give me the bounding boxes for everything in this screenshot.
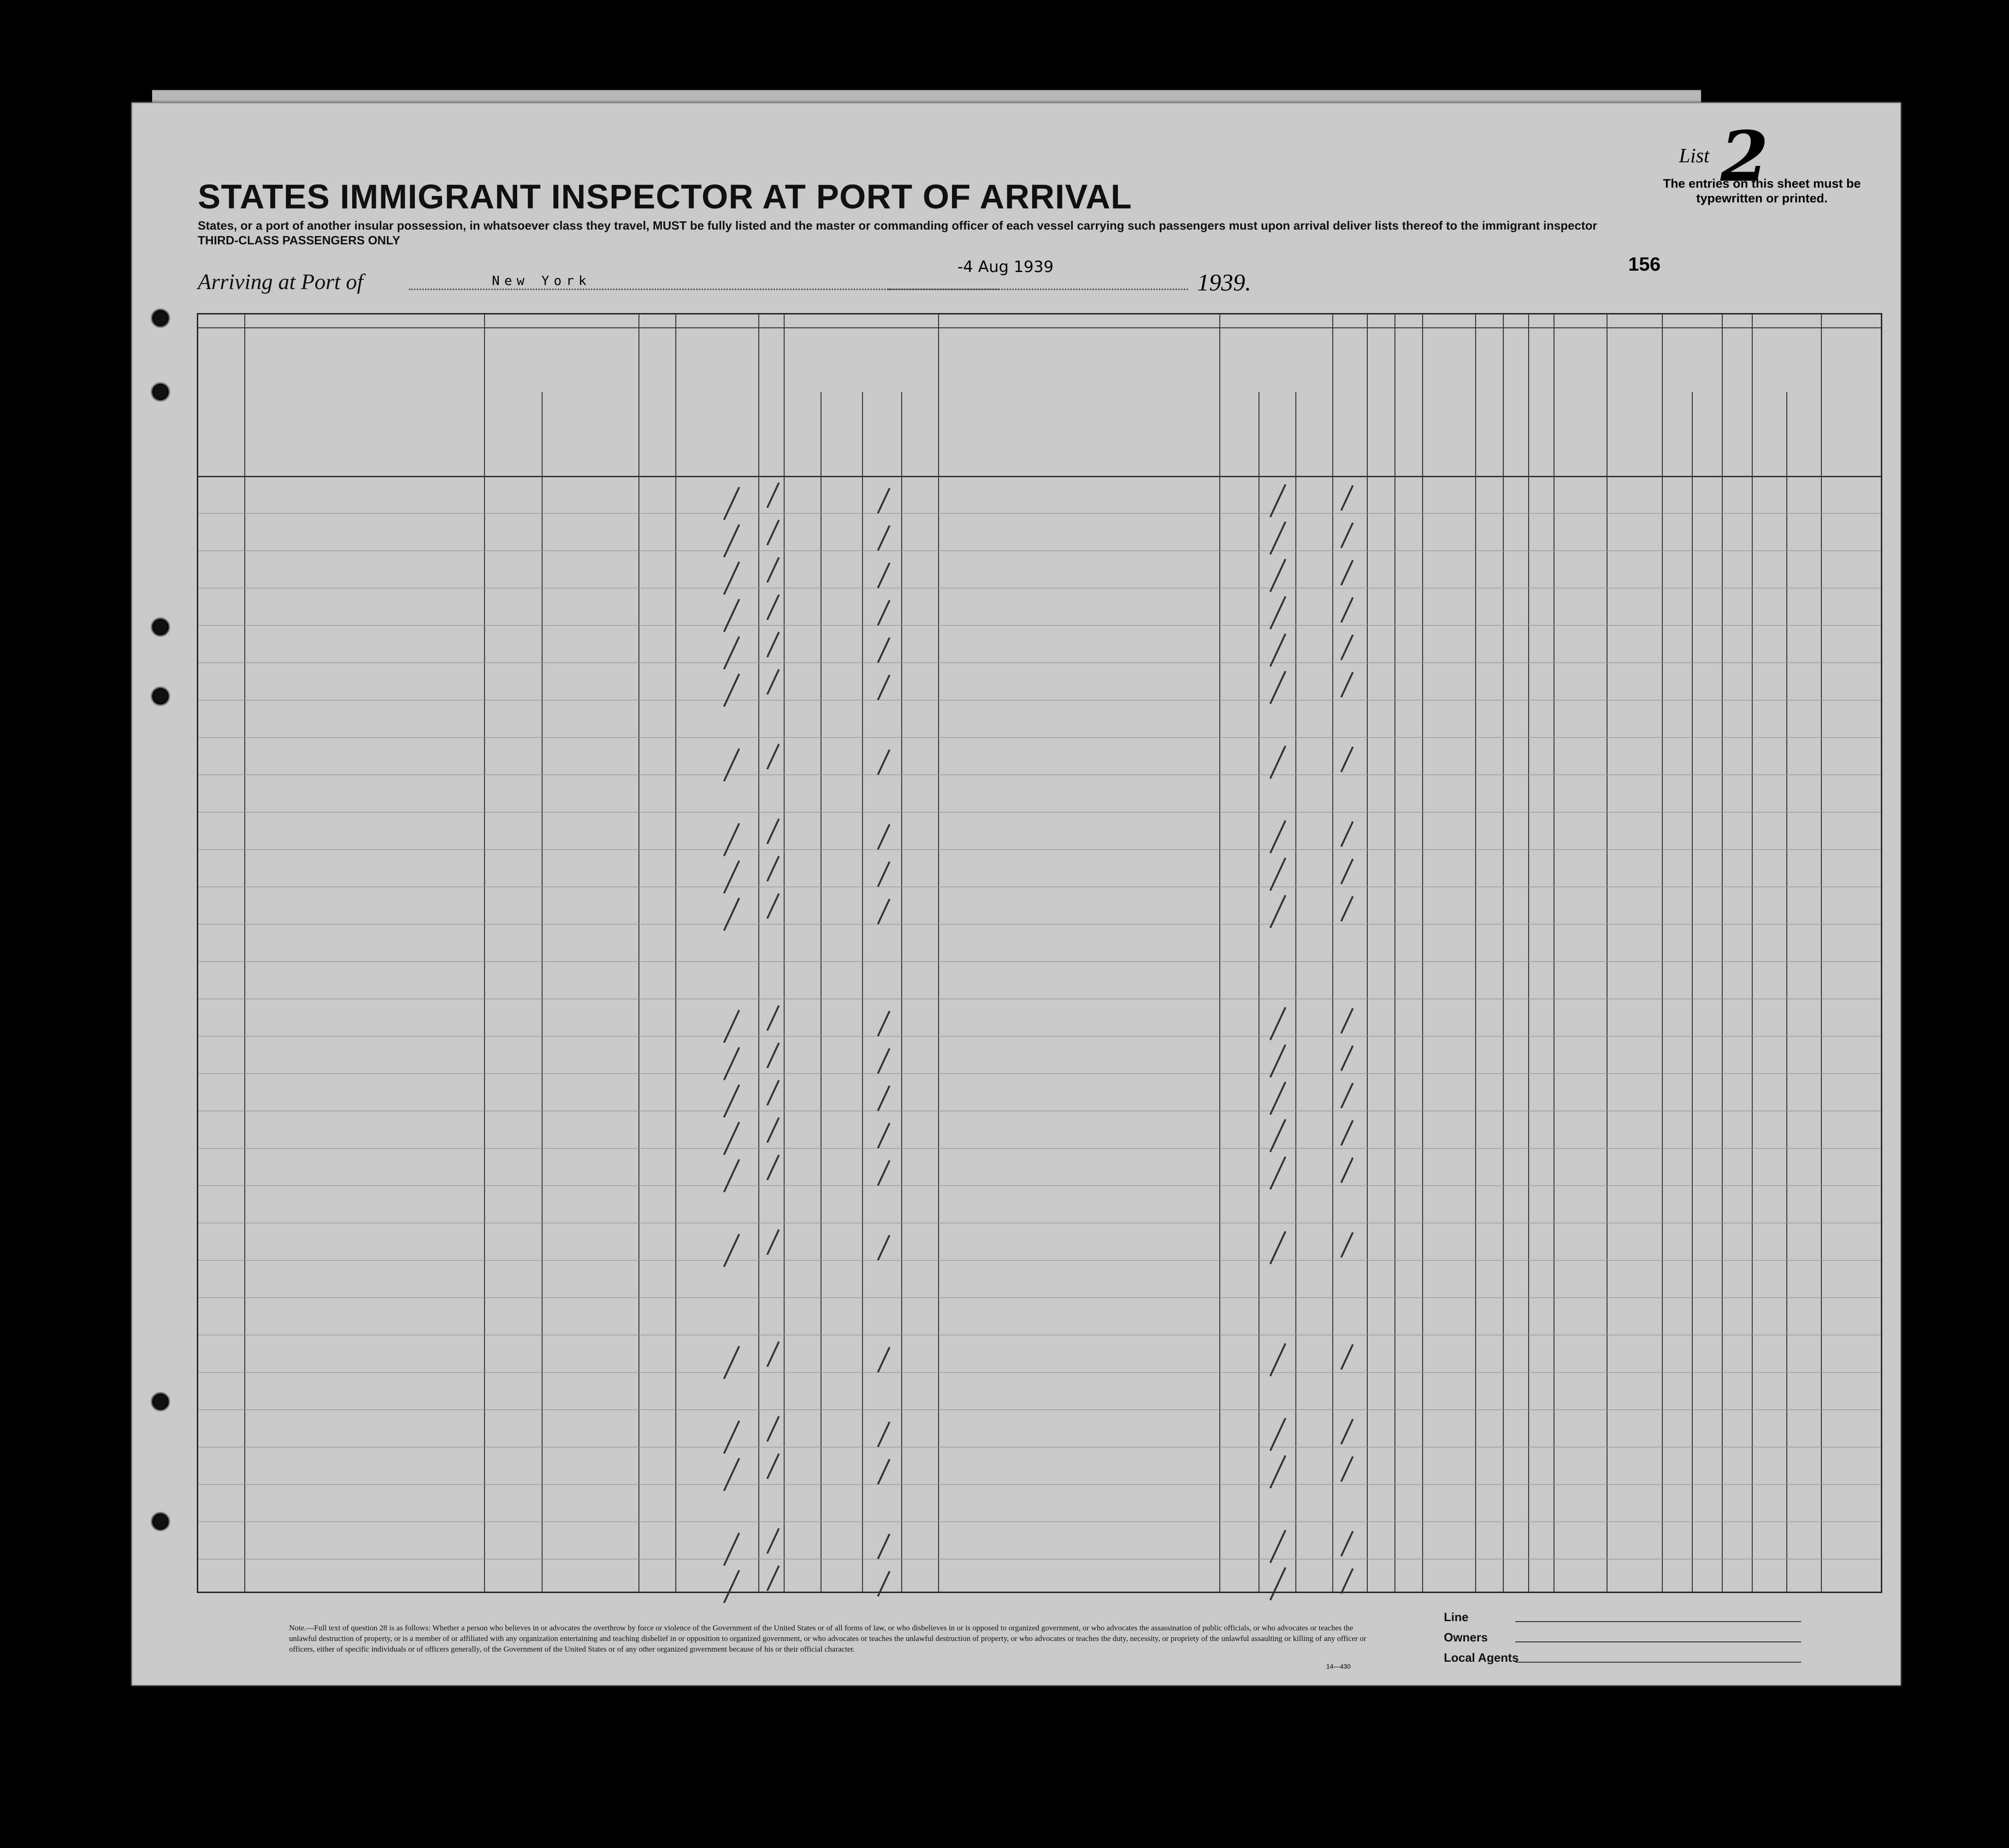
check-mark [1341, 1419, 1354, 1445]
column-divider [1219, 314, 1220, 1592]
row-rule [198, 961, 1881, 962]
row-rule [198, 1185, 1881, 1186]
column-divider [1503, 314, 1504, 1592]
check-mark [1270, 634, 1287, 667]
check-mark [1270, 746, 1287, 779]
check-mark [723, 1234, 740, 1267]
line-label: Line [1444, 1610, 1469, 1624]
check-mark [767, 1229, 780, 1255]
check-mark [1270, 1119, 1287, 1152]
check-mark [723, 1159, 740, 1192]
check-mark [767, 818, 780, 844]
check-mark [723, 1458, 740, 1491]
check-mark [1270, 1343, 1287, 1376]
check-mark [723, 1570, 740, 1603]
check-mark [877, 1347, 891, 1373]
check-mark [1341, 1157, 1354, 1183]
check-mark [877, 824, 891, 850]
column-divider [1394, 314, 1395, 1592]
check-mark [723, 636, 740, 669]
check-mark [723, 1122, 740, 1155]
sheet-number: 156 [1628, 253, 1661, 275]
row-rule [198, 1036, 1881, 1037]
column-divider [1722, 314, 1723, 1592]
check-mark [723, 1010, 740, 1043]
check-mark [723, 1346, 740, 1379]
check-mark [1341, 672, 1354, 698]
column-divider [1528, 314, 1529, 1592]
owners-signature-line [1515, 1641, 1801, 1642]
column-divider [244, 314, 245, 1592]
check-mark [723, 1533, 740, 1566]
check-mark [1341, 1344, 1354, 1370]
row-rule [198, 1073, 1881, 1074]
page-title: STATES IMMIGRANT INSPECTOR AT PORT OF ARRIVAL [198, 178, 1132, 216]
check-mark [1341, 859, 1354, 884]
check-mark [723, 1047, 740, 1080]
check-mark [877, 525, 891, 551]
check-mark [767, 1155, 780, 1180]
check-mark [1270, 1455, 1287, 1488]
check-mark [723, 562, 740, 595]
row-rule [198, 513, 1881, 514]
arriving-label: Arriving at Port of [198, 270, 363, 294]
column-divider [1367, 314, 1368, 1592]
local-agents-label: Local Agents [1444, 1651, 1519, 1664]
row-rule [198, 1148, 1881, 1149]
check-mark [767, 557, 780, 583]
form-number: 14—430 [1326, 1663, 1351, 1670]
check-mark [1270, 895, 1287, 928]
header-rule [198, 476, 1881, 477]
check-mark [1270, 1418, 1287, 1451]
check-mark [723, 1084, 740, 1118]
check-mark [767, 1416, 780, 1442]
check-mark [723, 748, 740, 782]
page-subtitle: States, or a port of another insular possession, in whatsoever class they travel, MUST be fully listed and the master or commanding officer of each vessel carrying such passengers must upon arrival deliver lists thereof to the immigrant inspector [198, 219, 1597, 232]
check-mark [1270, 484, 1287, 517]
check-mark [877, 1123, 891, 1149]
punch-hole [151, 382, 170, 402]
check-mark [723, 898, 740, 931]
column-divider [1821, 314, 1822, 1592]
check-mark [1341, 522, 1354, 548]
check-mark [877, 1048, 891, 1074]
port-value: New York [492, 273, 591, 288]
check-mark [1270, 1567, 1287, 1600]
check-mark [767, 669, 780, 695]
sub-column-divider [1786, 392, 1787, 1592]
owners-label: Owners [1444, 1630, 1488, 1644]
check-mark [877, 563, 891, 588]
check-mark [767, 1528, 780, 1554]
row-rule [198, 625, 1881, 626]
line-signature-line [1515, 1621, 1801, 1622]
arrival-date-stamp: -4 Aug 1939 [957, 258, 1054, 276]
check-mark [1270, 1044, 1287, 1078]
column-divider [675, 314, 676, 1592]
check-mark [877, 1085, 891, 1111]
check-mark [767, 1005, 780, 1031]
column-divider [784, 314, 785, 1592]
arrival-year: 1939. [1197, 270, 1251, 296]
punch-hole [151, 308, 170, 328]
column-divider [758, 314, 759, 1592]
check-mark [723, 1421, 740, 1454]
check-mark [767, 1042, 780, 1068]
check-mark [767, 893, 780, 919]
check-mark [1341, 1008, 1354, 1034]
column-number-rule [198, 327, 1881, 328]
check-mark [767, 632, 780, 657]
row-rule [198, 1260, 1881, 1261]
check-mark [723, 599, 740, 632]
sub-column-divider [862, 392, 863, 1592]
check-mark [767, 1565, 780, 1591]
check-mark [767, 482, 780, 508]
check-mark [877, 899, 891, 924]
check-mark [1270, 1007, 1287, 1040]
check-mark [877, 1459, 891, 1485]
check-mark [767, 1080, 780, 1106]
check-mark [1341, 1045, 1354, 1071]
check-mark [1341, 1120, 1354, 1146]
check-mark [877, 861, 891, 887]
sub-column-divider [542, 392, 543, 1592]
check-mark [1341, 1568, 1354, 1594]
check-mark [767, 594, 780, 620]
row-rule [198, 1372, 1881, 1373]
column-divider [1422, 314, 1423, 1592]
column-divider [1475, 314, 1476, 1592]
check-mark [767, 1117, 780, 1143]
check-mark [1341, 1232, 1354, 1258]
check-mark [877, 1422, 891, 1447]
check-mark [1341, 746, 1354, 772]
check-mark [1270, 1082, 1287, 1115]
check-mark [767, 1341, 780, 1367]
list-label: List [1679, 144, 1710, 167]
check-mark [767, 744, 780, 770]
check-mark [877, 600, 891, 626]
check-mark [1341, 821, 1354, 847]
passenger-class: THIRD-CLASS PASSENGERS ONLY [198, 233, 401, 247]
punch-hole [151, 1392, 170, 1411]
check-mark [1270, 559, 1287, 592]
row-rule [198, 1484, 1881, 1485]
check-mark [767, 1453, 780, 1479]
row-rule [198, 737, 1881, 738]
column-divider [638, 314, 639, 1592]
punch-hole [151, 1512, 170, 1531]
column-divider [484, 314, 485, 1592]
check-mark [877, 488, 891, 514]
sub-column-divider [901, 392, 902, 1592]
check-mark [1270, 671, 1287, 704]
check-mark [1270, 1231, 1287, 1264]
check-mark [1341, 1083, 1354, 1108]
check-mark [877, 749, 891, 775]
check-mark [723, 823, 740, 856]
check-mark [1341, 634, 1354, 660]
check-mark [1270, 1156, 1287, 1190]
check-mark [1270, 521, 1287, 555]
check-mark [1341, 1456, 1354, 1482]
row-rule [198, 1297, 1881, 1298]
footer-note: Note.—Full text of question 28 is as follows: Whether a person who believes in or advocates the overthrow by force or violence of the Government of the United States or of all forms of law, or who disbelieves in or is opposed to organized government, or who advocates the assassination of public officials, or who advocates or teaches the unlawful destruction of property, or is a member of or affiliated with any organization entertaining and teaching disbelief in or opposition to organized government, or who advocates or teaches the unlawful destruction of property, or who advocates or teaches the duty, necessity, or propriety of the unlawful assaulting or killing of any officer or officers, either of specific individuals or of officers generally, of the Government of the United States or of any other organized government because of his or their official character. [289, 1623, 1366, 1653]
check-mark [1341, 485, 1354, 511]
check-mark [1341, 560, 1354, 586]
check-mark [767, 856, 780, 882]
check-mark [723, 487, 740, 520]
sub-column-divider [1692, 392, 1693, 1592]
column-divider [1752, 314, 1753, 1592]
manifest-sheet [131, 102, 1901, 1686]
check-mark [1270, 858, 1287, 891]
check-mark [877, 1571, 891, 1597]
check-mark [723, 524, 740, 557]
punch-hole [151, 687, 170, 706]
check-mark [1270, 596, 1287, 629]
manifest-table [197, 313, 1882, 1593]
date-dotted-line [888, 289, 1188, 290]
check-mark [877, 1160, 891, 1186]
check-mark [723, 860, 740, 894]
check-mark [723, 674, 740, 707]
punch-hole [151, 617, 170, 637]
check-mark [877, 675, 891, 700]
sub-column-divider [1295, 392, 1296, 1592]
check-mark [1341, 1531, 1354, 1557]
check-mark [1341, 597, 1354, 623]
check-mark [877, 1235, 891, 1261]
check-mark [877, 637, 891, 663]
agents-signature-line [1515, 1662, 1801, 1663]
column-divider [938, 314, 939, 1592]
row-rule [198, 849, 1881, 850]
column-divider [1662, 314, 1663, 1592]
check-mark [767, 520, 780, 545]
check-mark [877, 1011, 891, 1037]
check-mark [1270, 1530, 1287, 1563]
check-mark [877, 1534, 891, 1559]
check-mark [1270, 820, 1287, 853]
check-mark [1341, 896, 1354, 922]
list-number: 2 [1720, 116, 1769, 197]
list-note: The entries on this sheet must be typewritten or printed. [1663, 177, 1861, 205]
column-divider [1332, 314, 1333, 1592]
